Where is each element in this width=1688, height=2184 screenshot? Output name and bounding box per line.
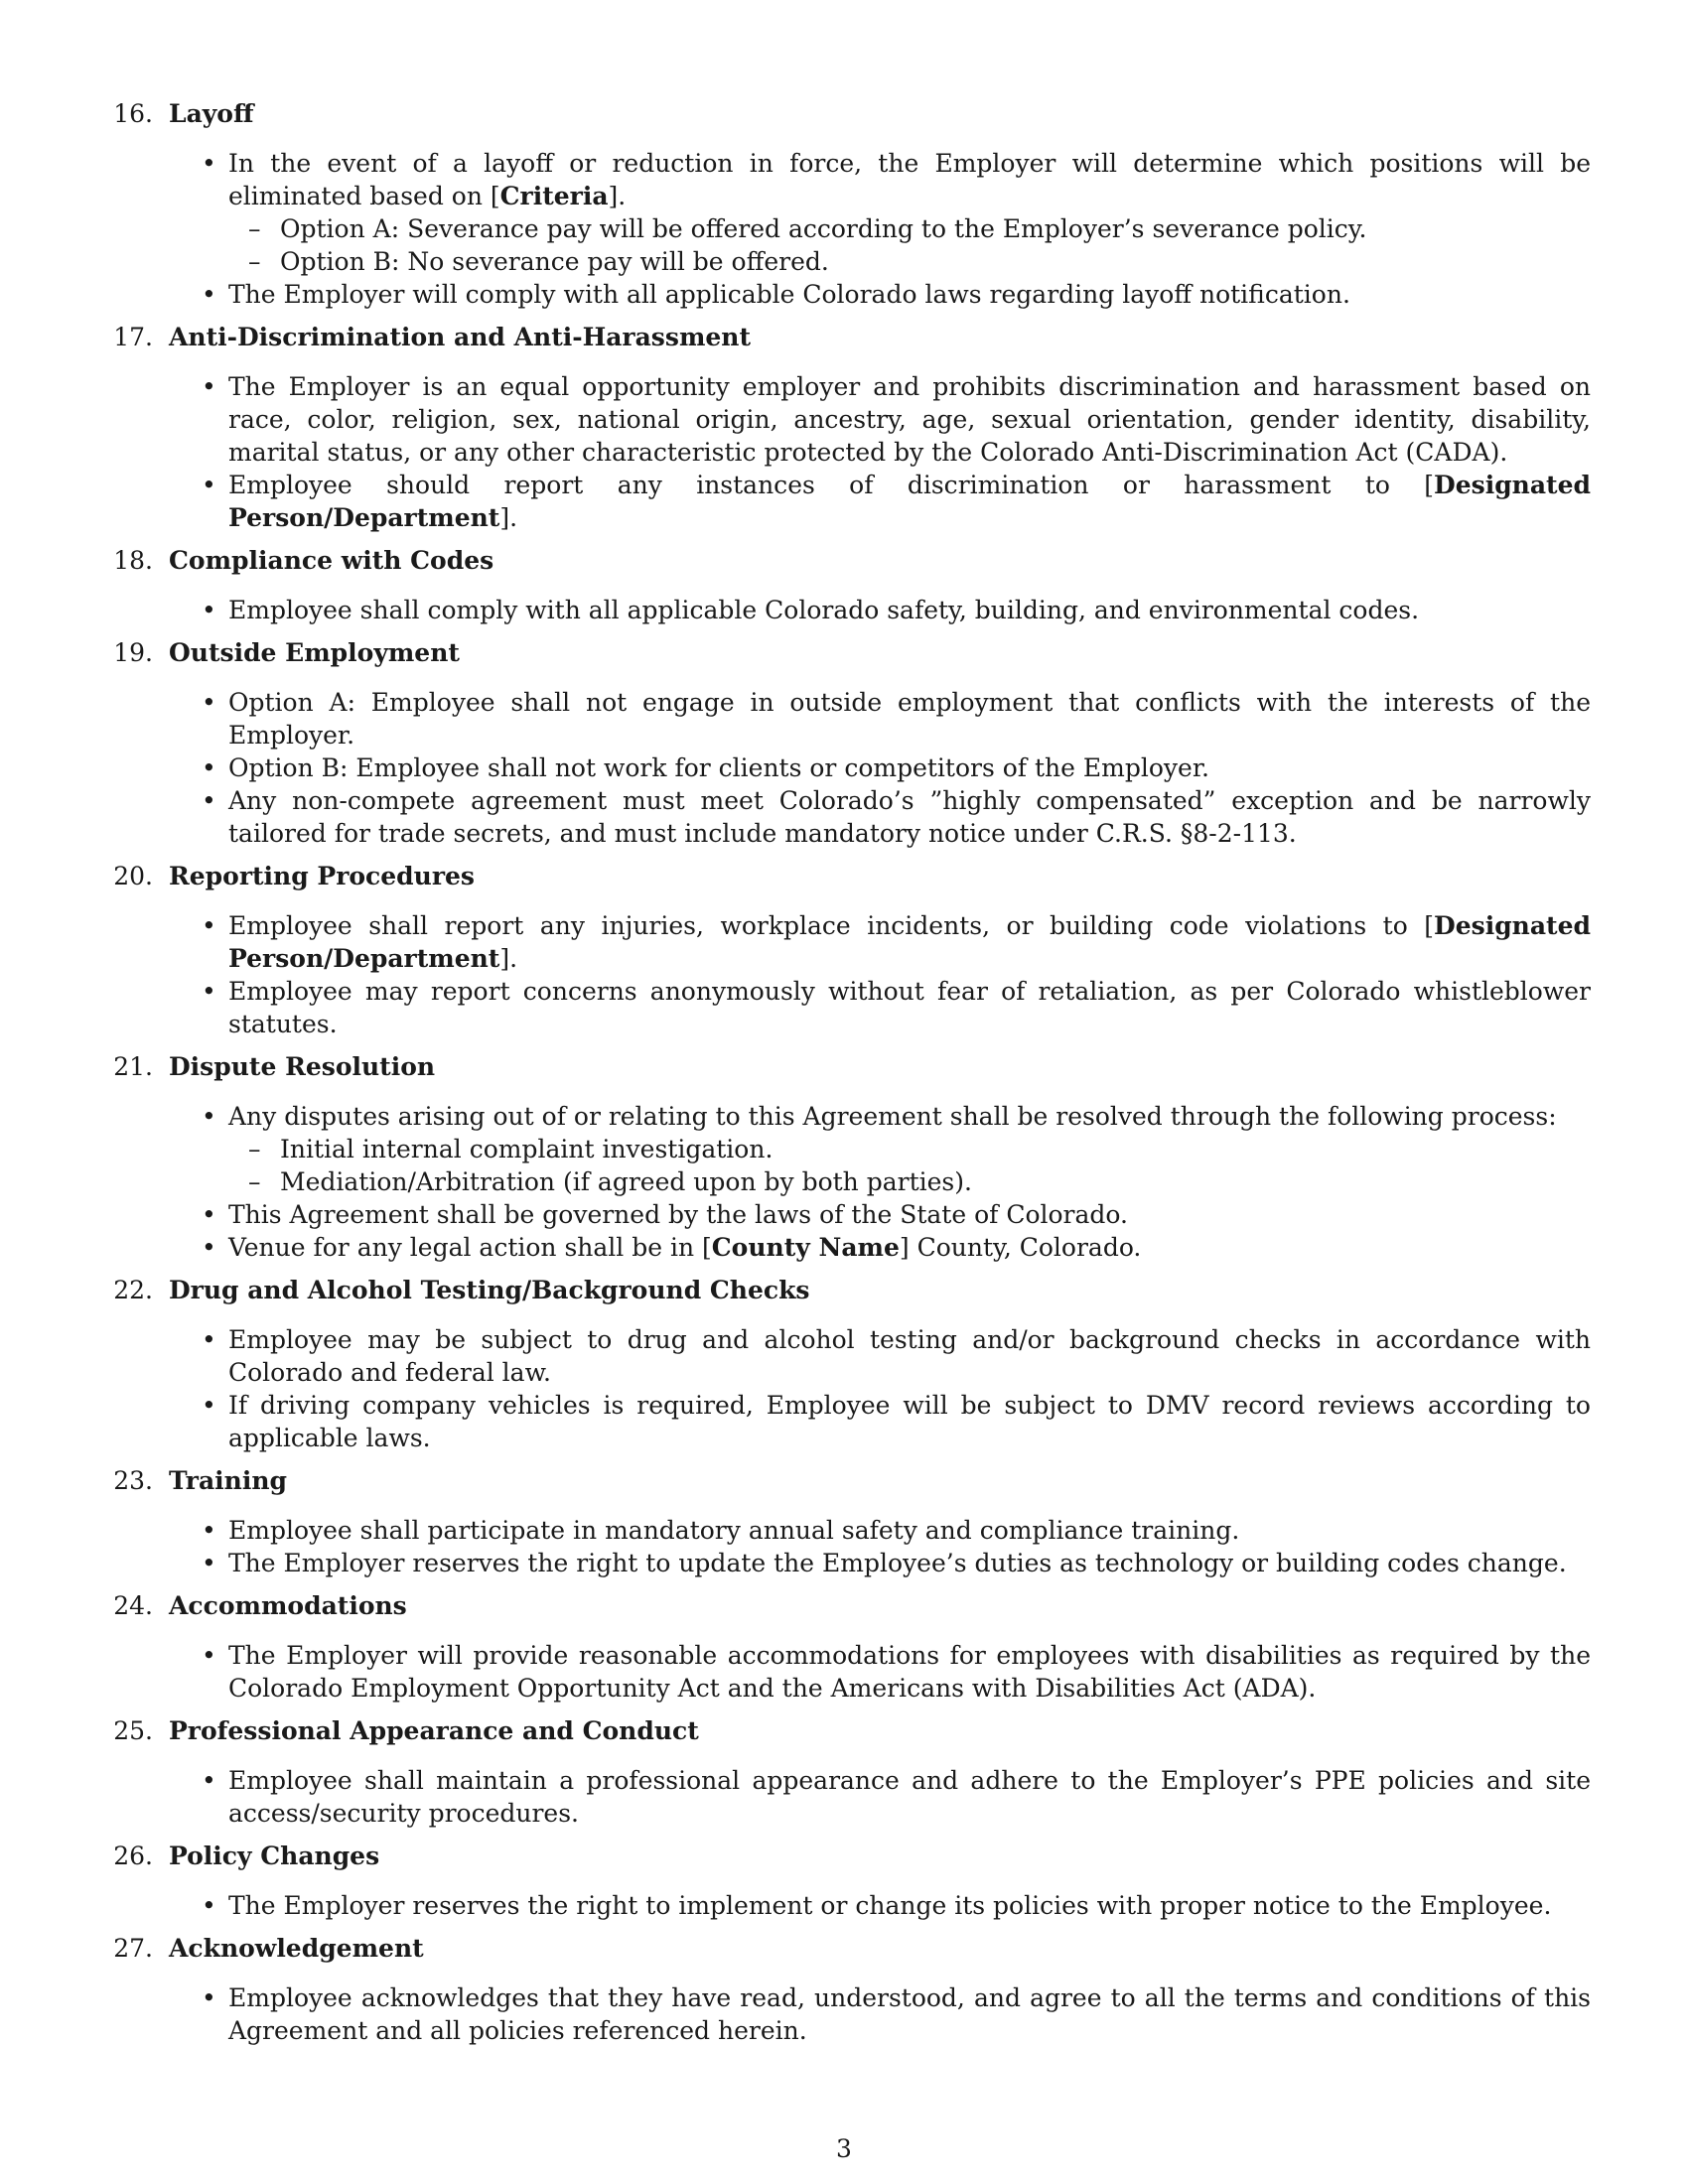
sub-list-item: – Initial internal complaint investigation.	[280, 1133, 1591, 1165]
bullet-list	[119, 1323, 1591, 1454]
section-title: Acknowledgement	[169, 1934, 424, 1963]
section-heading	[113, 1589, 1591, 1622]
sub-list-item: – Option B: No severance pay will be offered.	[280, 245, 1591, 278]
section-number: 24.	[113, 1591, 153, 1620]
page-number: 3	[836, 2134, 852, 2163]
bullet-list	[119, 594, 1591, 626]
section-number: 18.	[113, 546, 153, 575]
section-number: 25.	[113, 1716, 153, 1745]
section-number: 23.	[113, 1466, 153, 1495]
section-title: Layoff	[169, 99, 254, 128]
list-item: • The Employer will comply with all applicable Colorado laws regarding layoff notification.	[228, 278, 1591, 311]
section-drug-testing	[113, 1274, 1591, 1454]
placeholder-field: County Name	[711, 1233, 900, 1262]
section-reporting-procedures	[113, 860, 1591, 1040]
section-compliance-codes	[113, 544, 1591, 626]
list-item	[228, 1231, 1591, 1264]
list-item-text: Employee shall report any injuries, workplace incidents, or building code violations to [	[228, 911, 1435, 940]
list-item: • The Employer reserves the right to update the Employee’s duties as technology or building codes change.	[228, 1547, 1591, 1579]
section-number: 26.	[113, 1842, 153, 1870]
placeholder-field: Designated Person/Department	[228, 911, 1591, 973]
bullet-list	[119, 1639, 1591, 1705]
list-item: • The Employer is an equal opportunity employer and prohibits discrimination and harassment based on race, color, religion, sex, national origin, ancestry, age, sexual orientation, gender identity, disability, marital status, or any other characteristic protected by the Colorado Anti-Discrimination Act (CADA).	[228, 370, 1591, 469]
placeholder-field: Designated Person/Department	[228, 471, 1591, 532]
list-item: • Option B: Employee shall not work for clients or competitors of the Employer.	[228, 751, 1591, 784]
section-accommodations	[113, 1589, 1591, 1705]
list-item: • Employee shall participate in mandatory annual safety and compliance training.	[228, 1514, 1591, 1547]
document-body	[113, 97, 1591, 2057]
bullet-list	[119, 1889, 1591, 1922]
section-heading	[113, 860, 1591, 892]
section-policy-changes	[113, 1840, 1591, 1922]
section-anti-discrimination	[113, 321, 1591, 534]
section-heading	[113, 636, 1591, 669]
bullet-list	[119, 1981, 1591, 2047]
section-number: 19.	[113, 638, 153, 667]
section-title: Policy Changes	[169, 1842, 380, 1870]
placeholder-field: Criteria	[499, 182, 609, 210]
section-title: Reporting Procedures	[169, 862, 475, 890]
section-title: Accommodations	[169, 1591, 407, 1620]
bullet-list	[119, 370, 1591, 534]
list-item	[228, 909, 1591, 975]
section-heading	[113, 1714, 1591, 1747]
section-heading	[113, 544, 1591, 577]
section-heading	[113, 1050, 1591, 1083]
list-item-text: ].	[499, 944, 518, 973]
section-title: Drug and Alcohol Testing/Background Checks	[169, 1276, 810, 1304]
list-item: • The Employer will provide reasonable accommodations for employees with disabilities as required by the Colorado Employment Opportunity Act and the Americans with Disabilities Act (ADA).	[228, 1639, 1591, 1705]
list-item: • Employee acknowledges that they have read, understood, and agree to all the terms and conditions of this Agreement and all policies referenced herein.	[228, 1981, 1591, 2047]
sub-list-item: – Option A: Severance pay will be offered according to the Employer’s severance policy.	[280, 212, 1591, 245]
bullet-list	[119, 1100, 1591, 1264]
list-item	[228, 1100, 1591, 1198]
section-number: 16.	[113, 99, 153, 128]
list-item: • Employee shall comply with all applicable Colorado safety, building, and environmental codes.	[228, 594, 1591, 626]
section-number: 20.	[113, 862, 153, 890]
list-item-text: ].	[499, 503, 518, 532]
list-item: • The Employer reserves the right to implement or change its policies with proper notice to the Employee.	[228, 1889, 1591, 1922]
section-heading	[113, 97, 1591, 130]
list-item: • This Agreement shall be governed by the laws of the State of Colorado.	[228, 1198, 1591, 1231]
list-item-text: ] County, Colorado.	[899, 1233, 1142, 1262]
list-item: • Option A: Employee shall not engage in outside employment that conflicts with the interests of the Employer.	[228, 686, 1591, 751]
section-title: Training	[169, 1466, 287, 1495]
list-item: • If driving company vehicles is required, Employee will be subject to DMV record reviews according to applicable laws.	[228, 1389, 1591, 1454]
section-acknowledgement	[113, 1932, 1591, 2047]
bullet-list	[119, 1514, 1591, 1579]
section-training	[113, 1464, 1591, 1579]
bullet-list	[119, 686, 1591, 850]
section-heading	[113, 1840, 1591, 1872]
section-number: 17.	[113, 323, 153, 351]
section-title: Outside Employment	[169, 638, 460, 667]
list-item-text: Venue for any legal action shall be in [	[228, 1233, 712, 1262]
section-layoff	[113, 97, 1591, 311]
section-title: Compliance with Codes	[169, 546, 494, 575]
sub-list	[228, 212, 1591, 278]
list-item	[228, 147, 1591, 278]
section-outside-employment	[113, 636, 1591, 850]
list-item-text: Employee should report any instances of discrimination or harassment to [	[228, 471, 1435, 499]
list-item-text: Any disputes arising out of or relating to this Agreement shall be resolved through the following process:	[228, 1102, 1557, 1131]
bullet-list	[119, 909, 1591, 1040]
section-number: 21.	[113, 1052, 153, 1081]
bullet-list	[119, 1764, 1591, 1830]
section-title: Anti-Discrimination and Anti-Harassment	[169, 323, 752, 351]
section-number: 27.	[113, 1934, 153, 1963]
section-dispute-resolution	[113, 1050, 1591, 1264]
sub-list	[228, 1133, 1591, 1198]
list-item: • Employee may report concerns anonymously without fear of retaliation, as per Colorado whistleblower statutes.	[228, 975, 1591, 1040]
list-item: • Employee shall maintain a professional appearance and adhere to the Employer’s PPE policies and site access/security procedures.	[228, 1764, 1591, 1830]
section-heading	[113, 1464, 1591, 1497]
sub-list-item: – Mediation/Arbitration (if agreed upon by both parties).	[280, 1165, 1591, 1198]
section-title: Professional Appearance and Conduct	[169, 1716, 699, 1745]
section-heading	[113, 1274, 1591, 1306]
section-professional-appearance	[113, 1714, 1591, 1830]
list-item-text: In the event of a layoff or reduction in force, the Employer will determine which positions will be eliminated based on [	[228, 149, 1591, 210]
list-item: • Employee may be subject to drug and alcohol testing and/or background checks in accordance with Colorado and federal law.	[228, 1323, 1591, 1389]
list-item	[228, 469, 1591, 534]
bullet-list	[119, 147, 1591, 311]
list-item: • Any non-compete agreement must meet Colorado’s ”highly compensated” exception and be narrowly tailored for trade secrets, and must include mandatory notice under C.R.S. §8-2-113.	[228, 784, 1591, 850]
section-title: Dispute Resolution	[169, 1052, 436, 1081]
section-heading	[113, 321, 1591, 353]
list-item-text: ].	[608, 182, 627, 210]
section-number: 22.	[113, 1276, 153, 1304]
section-heading	[113, 1932, 1591, 1965]
